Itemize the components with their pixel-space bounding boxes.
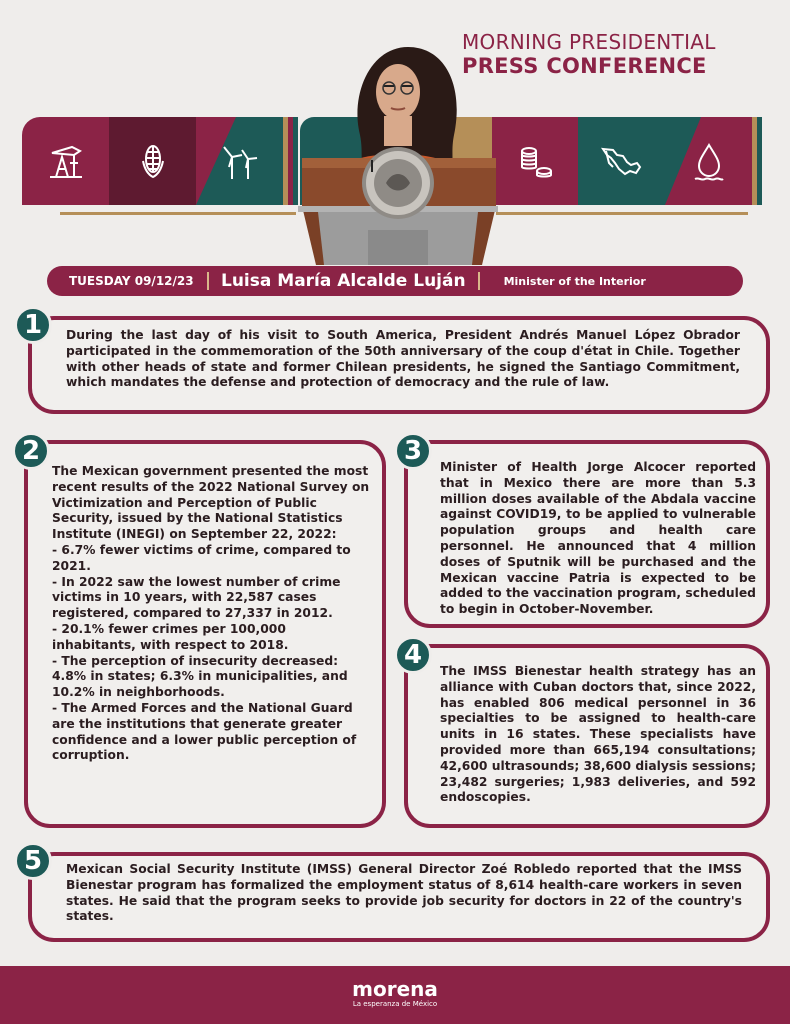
tile-corn xyxy=(109,117,196,205)
right-icon-band xyxy=(492,117,762,205)
stripe xyxy=(757,117,762,205)
page-title xyxy=(462,30,782,78)
separator xyxy=(478,272,480,290)
coins-icon xyxy=(513,139,557,183)
wind-turbine-icon xyxy=(218,139,262,183)
news-item-text: During the last day of his visit to South America, President Andrés Manuel López Obrador participated in the commemoration of the 50th anniversary of the coup d'état in Chile. Together with other heads of state and former Chilean presidents, he signed the Santiago Commitment, which mandates the defense and protection of democracy and the rule of law. xyxy=(66,328,740,390)
left-icon-band xyxy=(22,117,298,205)
news-item-3 xyxy=(404,440,770,628)
news-item-text: The Mexican government presented the most recent results of the 2022 National Survey on Victimization and Perception of Public Security, issued by the National Statistics Institute (INEGI) on September 22, 2022: - 6.7% fewer victims of crime, compared to 2021. - In 2022 saw the lowest number of crime victims in 10 years, with 22,587 cases registered, compared to 27,337 in 2012. - 20.1% fewer crimes per 100,000 inhabitants, with respect to 2018. - The perception of insecurity decreased: 4.8% in states; 6.3% in municipalities, and 10.2% in neighborhoods. - The Armed Forces and the National Guard are the institutions that generate greater confidence and a lower public perception of corruption. xyxy=(52,464,370,763)
item-number-badge: 4 xyxy=(394,636,432,674)
oil-drop-icon xyxy=(687,139,731,183)
tile-drop xyxy=(665,117,752,205)
news-item-text: The IMSS Bienestar health strategy has an alliance with Cuban doctors that, since 2022, has enabled 806 medical personnel in 36 specialties to be assigned to health-care units in 16 states. These specialists have provided more than 665,194 consultations; 42,600 ultrasounds; 38,600 dialysis sessions; 23,482 surgeries; 1,983 deliveries, and 592 endoscopies. xyxy=(440,664,756,805)
news-item-5 xyxy=(28,852,770,942)
tile-coins xyxy=(492,117,578,205)
oil-pump-icon xyxy=(44,139,88,183)
speaker-bar xyxy=(47,266,743,296)
speaker-name: Luisa María Alcalde Luján xyxy=(221,271,466,291)
news-item-text: Minister of Health Jorge Alcocer reported that in Mexico there are more than 5.3 million doses available of the Abdala vaccine against COVID19, to be applied to vulnerable population groups and health care personnel. He announced that 4 million doses of Sputnik will be purchased and the Mexican vaccine Patria is expected to be added to the vaccination program, scheduled to begin in October-November. xyxy=(440,460,756,617)
logo-text: morena xyxy=(352,977,438,1001)
separator xyxy=(207,272,209,290)
tile-oil-pump xyxy=(22,117,109,205)
logo-tagline: La esperanza de México xyxy=(352,1000,438,1008)
speaker-role: Minister of the Interior xyxy=(503,274,646,288)
date-label: TUESDAY 09/12/23 xyxy=(69,274,194,288)
footer xyxy=(0,966,790,1024)
item-number-badge: 5 xyxy=(14,842,52,880)
news-item-1 xyxy=(28,316,770,414)
news-item-4 xyxy=(404,644,770,828)
title-line-2: PRESS CONFERENCE xyxy=(462,54,707,78)
item-number-badge: 1 xyxy=(14,306,52,344)
corn-icon xyxy=(131,139,175,183)
tile-map xyxy=(578,117,665,205)
speaker-photo xyxy=(298,40,498,265)
title-line-1: MORNING PRESIDENTIAL xyxy=(462,30,716,54)
news-item-text: Mexican Social Security Institute (IMSS) General Director Zoé Robledo reported that the IMSS Bienestar program has formalized the employment status of 8,614 health-care workers in seven states. He said that the program seeks to provide job security for doctors in 22 of the country's states. xyxy=(66,862,742,924)
news-item-2 xyxy=(24,440,386,828)
item-number-badge: 2 xyxy=(12,432,50,470)
morena-logo xyxy=(0,978,790,1009)
item-number-badge: 3 xyxy=(394,432,432,470)
divider-right xyxy=(496,212,748,215)
mexico-map-icon xyxy=(600,139,644,183)
divider-left xyxy=(60,212,296,215)
tile-wind xyxy=(196,117,283,205)
